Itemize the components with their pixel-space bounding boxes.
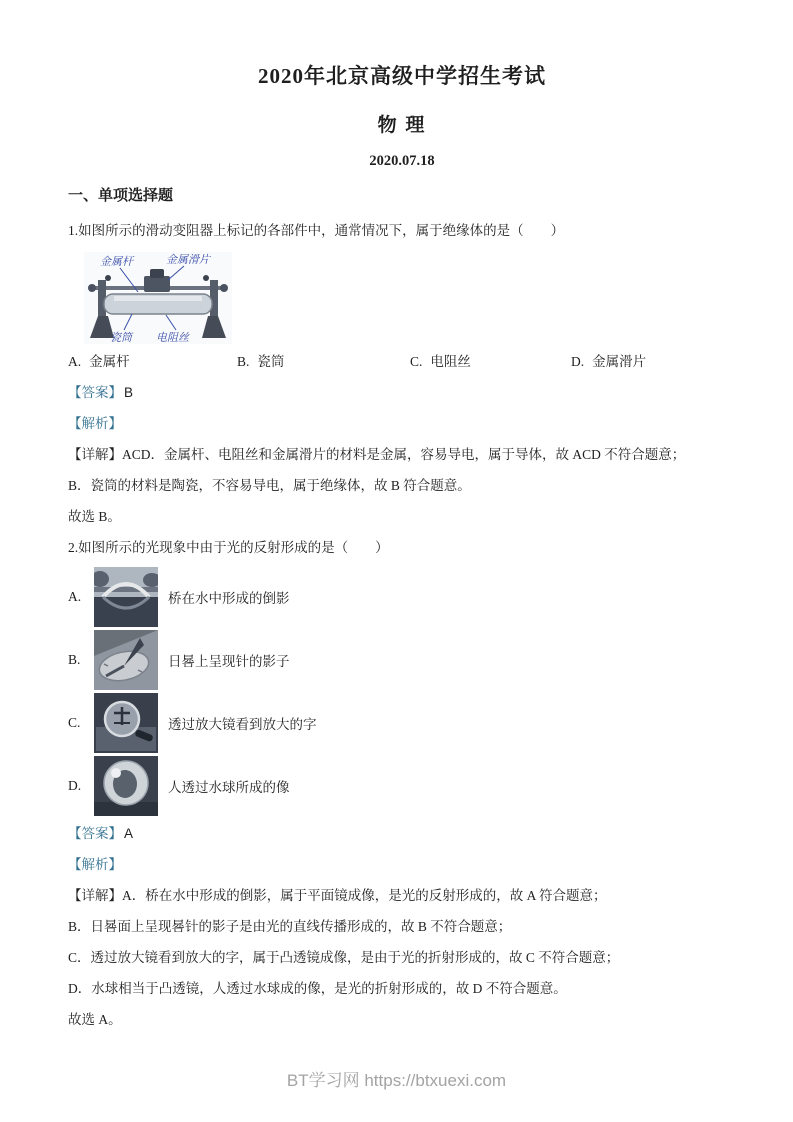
q1-option-b [237, 352, 410, 371]
q1-options-row [68, 352, 736, 371]
figure-label-metal-slider: 金属滑片 [166, 254, 210, 266]
q2-detail-line: C．透过放大镜看到放大的字，属于凸透镜成像，是由于光的折射形成的，故 C 不符合题意； [68, 950, 620, 965]
q2-option-a [68, 567, 736, 627]
q2-stem: 2.如图所示的光现象中由于光的反射形成的是（ ） [68, 540, 389, 555]
figure-label-metal-rod: 金属杆 [100, 256, 133, 268]
q1-detail-line: B．瓷筒的材料是陶瓷，不容易导电，属于绝缘体，故 B 符合题意。 [68, 478, 471, 493]
analysis-label: 【解析】 [68, 416, 122, 431]
water-ball-photo [94, 756, 158, 816]
q1-answer-row [68, 383, 736, 402]
option-text: 金属滑片 [592, 354, 647, 369]
sundial-photo [94, 630, 158, 690]
q1-detail-line: 故选 B。 [68, 509, 121, 524]
option-letter: B. [68, 652, 81, 667]
q2-answer-value: A [124, 826, 134, 841]
sliding-rheostat-photo [84, 252, 232, 344]
analysis-label: 【解析】 [68, 857, 122, 872]
exam-date: 2020.07.18 [369, 153, 435, 169]
q2-answer-row [68, 824, 736, 843]
q2-detail-line: B．日晷面上呈现晷针的影子是由光的直线传播形成的，故 B 不符合题意； [68, 919, 512, 934]
q2-option-d [68, 756, 736, 816]
bridge-reflection-photo [94, 567, 158, 627]
subject-title: 物 理 [377, 115, 427, 136]
q1-analysis-row [68, 414, 736, 433]
option-caption: 桥在水中形成的倒影 [168, 591, 290, 606]
figure-label-resistance-wire: 电阻丝 [156, 332, 189, 344]
option-letter: B. [237, 354, 250, 369]
option-text: 电阻丝 [430, 354, 471, 369]
option-letter: D. [571, 354, 585, 369]
option-caption: 日晷上呈现针的影子 [168, 654, 290, 669]
option-letter: A. [68, 354, 82, 369]
page-title: 2020年北京高级中学招生考试 [258, 64, 546, 88]
q1-option-d [571, 352, 736, 371]
magnifier-photo [94, 693, 158, 753]
q1-option-a [68, 352, 237, 371]
footer-watermark: BT学习网 https://btxuexi.com [286, 1071, 507, 1090]
q2-option-b [68, 630, 736, 690]
option-letter: C. [68, 715, 81, 730]
q2-detail-line: D．水球相当于凸透镜，人透过水球成的像，是光的折射形成的，故 D 不符合题意。 [68, 981, 567, 996]
figure-label-ceramic-tube: 瓷筒 [110, 332, 132, 344]
option-text: 瓷筒 [257, 354, 285, 369]
option-letter: C. [410, 354, 423, 369]
q2-detail-line: 【详解】A．桥在水中形成的倒影，属于平面镜成像，是光的反射形成的，故 A 符合题意； [68, 888, 607, 903]
q2-analysis-row [68, 855, 736, 874]
q2-detail-line: 故选 A。 [68, 1012, 122, 1027]
q1-detail-line: 【详解】ACD．金属杆、电阻丝和金属滑片的材料是金属，容易导电，属于导体，故 ACD 不符合题意； [68, 447, 686, 462]
option-caption: 透过放大镜看到放大的字 [168, 717, 317, 732]
q1-stem: 1.如图所示的滑动变阻器上标记的各部件中，通常情况下，属于绝缘体的是（ ） [68, 223, 565, 238]
q2-options-list [68, 567, 736, 816]
answer-label: 【答案】 [68, 385, 122, 400]
q1-answer-value: B [124, 385, 134, 400]
answer-label: 【答案】 [68, 826, 122, 841]
option-text: 金属杆 [89, 354, 130, 369]
option-caption: 人透过水球所成的像 [168, 780, 290, 795]
option-letter: A. [68, 589, 82, 604]
q1-option-c [410, 352, 571, 371]
section-heading: 一、单项选择题 [68, 188, 174, 204]
q2-option-c [68, 693, 736, 753]
option-letter: D. [68, 778, 82, 793]
